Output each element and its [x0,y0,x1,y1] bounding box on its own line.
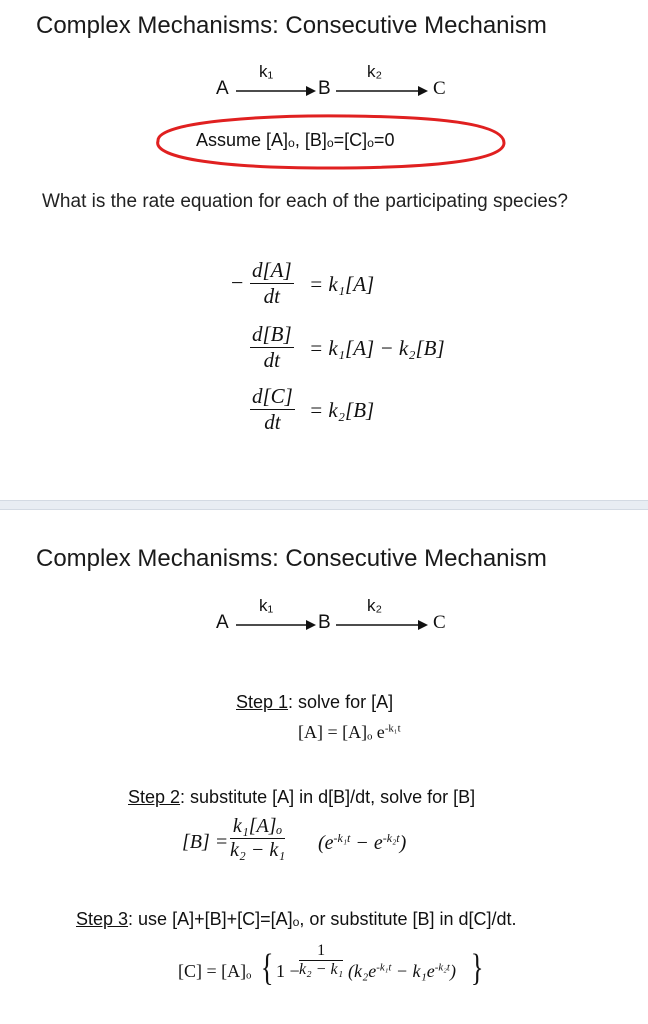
step3-brace-close: } [470,947,484,989]
rate-constant-k2: k₂ [367,596,383,615]
rate-constant-k1: k₁ [259,596,274,615]
step3-label: Step 3 [76,909,129,929]
step3-text: : use [A]+[B]+[C]=[A]ₒ, or substitute [B] in d[C]/dt. [128,909,517,929]
step2-text: : substitute [A] in d[B]/dt, solve for [B] [180,787,476,807]
step2-denominator: k₂ − k₁ [230,839,286,861]
step3-exponential-term [348,961,456,982]
reaction-arrow-2 [336,618,428,632]
step3-exp2: -k₂t [434,961,450,974]
eq1-fraction [250,258,294,309]
reaction-arrow-2 [336,84,428,98]
step2-exponential-term [318,831,406,855]
step2-numerator: k₁[A]ₒ [230,815,285,839]
step2-paren-open: (e [318,832,334,855]
eq2-rhs: = k₁[A] − k₂[B] [309,336,445,360]
eq3-fraction [250,384,295,435]
step2-label: Step 2 [128,787,181,807]
slide1-title: Complex Mechanisms: Consecutive Mechanism [36,12,547,39]
species-a: A [216,612,229,633]
reaction-arrow-1 [236,618,316,632]
step2-paren-close: ) [399,832,407,855]
step2-exp2: -k₂t [382,831,400,845]
step3-exp1: -k₁t [376,961,392,974]
step3-denominator: k₂ − k₁ [299,961,344,978]
eq2-fraction [250,322,294,373]
step3-paren-open: (k₂e [348,961,377,981]
eq3-denominator: dt [264,410,281,434]
eq3-rhs: = k₂[B] [309,398,375,422]
species-c: C [433,78,446,99]
rate-constant-k2: k₂ [367,62,383,81]
step1-label: Step 1 [236,692,289,712]
rate-constant-k1: k₁ [259,62,274,81]
step3-mid: − k₁e [391,961,435,981]
slide2-title: Complex Mechanisms: Consecutive Mechanism [36,545,547,572]
eq2-denominator: dt [263,348,281,372]
eq1-rhs: = k₁[A] [309,272,375,296]
assumption-text: Assume [A]ₒ, [B]ₒ=[C]ₒ=0 [196,130,395,150]
step3-brace-open: { [260,947,274,989]
step3-paren-close: ) [449,961,456,981]
step1-formula [298,722,401,743]
eq3-numerator: d[C] [252,384,293,408]
step2-exp1: -k₁t [333,831,351,845]
step1-formula-exponent: -k₁t [384,722,401,735]
species-b: B [318,78,331,99]
step2-fraction [230,815,285,862]
minus-sign: − [231,270,244,295]
step2-line [128,787,475,808]
step1-line [236,692,393,713]
question-text: What is the rate equation for each of the participating species? [42,191,568,212]
eq1-denominator: dt [263,284,281,308]
step3-fraction [299,942,343,979]
slide-divider [0,500,648,510]
eq2-numerator: d[B] [252,322,292,346]
species-c: C [433,612,446,633]
step1-text: : solve for [A] [288,692,394,712]
step3-lhs: [C] = [A]ₒ [178,961,252,981]
step3-numerator: 1 [299,942,343,961]
step1-formula-base: [A] = [A]ₒ e [298,722,385,742]
step3-one-minus: 1 − [276,961,300,981]
step2-lhs: [B] = [182,831,229,853]
step2-mid: − e [350,832,383,855]
eq1-numerator: d[A] [252,258,292,282]
reaction-arrow-1 [236,84,316,98]
species-a: A [216,78,229,99]
species-b: B [318,612,331,633]
step3-line [76,909,517,930]
